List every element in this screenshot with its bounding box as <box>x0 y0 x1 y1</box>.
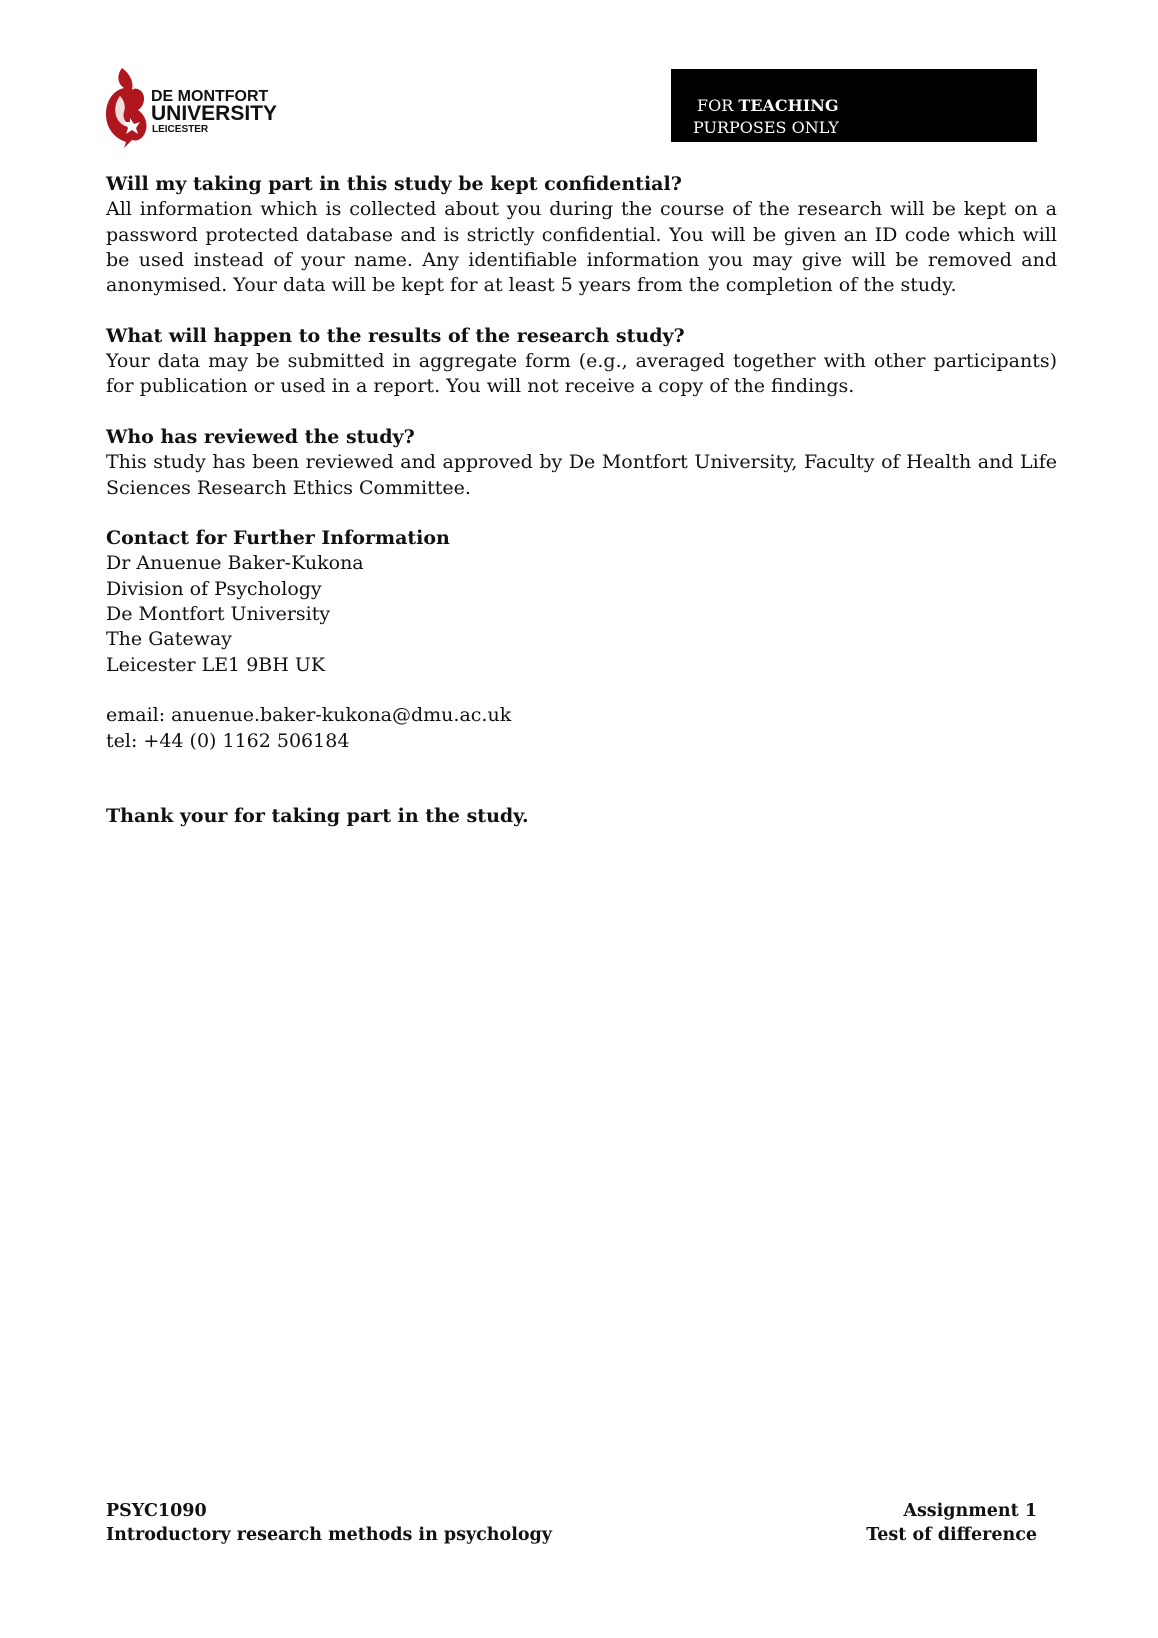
confidentiality-heading: Will my taking part in this study be kept confidential? <box>106 173 682 195</box>
banner-emphasis: TEACHING <box>738 96 839 115</box>
logo-line3: LEICESTER <box>152 124 209 135</box>
results-section <box>106 324 1057 400</box>
thank-you-note: Thank your for taking part in the study. <box>106 804 529 827</box>
footer-assignment-number: Assignment 1 <box>903 1501 1037 1521</box>
university-logo <box>104 66 284 148</box>
contact-university: De Montfort University <box>106 603 331 626</box>
teaching-purposes-banner <box>671 69 1037 142</box>
contact-email: email: anuenue.baker-kukona@dmu.ac.uk <box>106 704 512 727</box>
footer-course <box>106 1500 552 1547</box>
banner-line2: PURPOSES ONLY <box>693 118 839 137</box>
review-section <box>106 425 1057 501</box>
footer-course-code: PSYC1090 <box>106 1501 207 1521</box>
banner-prefix: FOR <box>697 96 739 115</box>
contact-division: Division of Psychology <box>106 577 322 600</box>
footer-assignment <box>866 1500 1037 1547</box>
results-heading: What will happen to the results of the research study? <box>106 324 685 347</box>
logo-line1: DE MONTFORT <box>151 88 269 105</box>
review-heading: Who has reviewed the study? <box>106 425 415 448</box>
footer-course-name: Introductory research methods in psychology <box>106 1524 552 1545</box>
review-text: This study has been reviewed and approved by De Montfort University, Faculty of Health and Life Sciences Research Ethics Committee. <box>106 451 1057 499</box>
logo-line2: UNIVERSITY <box>151 102 278 125</box>
contact-heading: Contact for Further Information <box>106 527 450 550</box>
contact-city: Leicester LE1 9BH UK <box>106 653 326 676</box>
footer-assignment-title: Test of difference <box>866 1524 1037 1545</box>
contact-section <box>106 526 1057 754</box>
contact-phone: tel: +44 (0) 1162 506184 <box>106 729 350 752</box>
confidentiality-section <box>106 172 1057 298</box>
contact-name: Dr Anuenue Baker-Kukona <box>106 552 364 575</box>
confidentiality-text: All information which is collected about you during the course of the research will be kept on a password protected database and is strictly confidential. You will be given an ID code which will be used instead of your name. Any identifiable information you may give will be removed and anonymised. Your data will be kept for at least 5 years from the completion of the study. <box>106 198 1057 297</box>
contact-street: The Gateway <box>106 628 232 651</box>
banner-line1 <box>697 95 839 117</box>
results-text: Your data may be submitted in aggregate form (e.g., averaged together with other participants) for publication or used in a report. You will not receive a copy of the findings. <box>106 350 1057 398</box>
university-crest-icon <box>104 66 284 148</box>
document-body <box>106 172 1057 829</box>
